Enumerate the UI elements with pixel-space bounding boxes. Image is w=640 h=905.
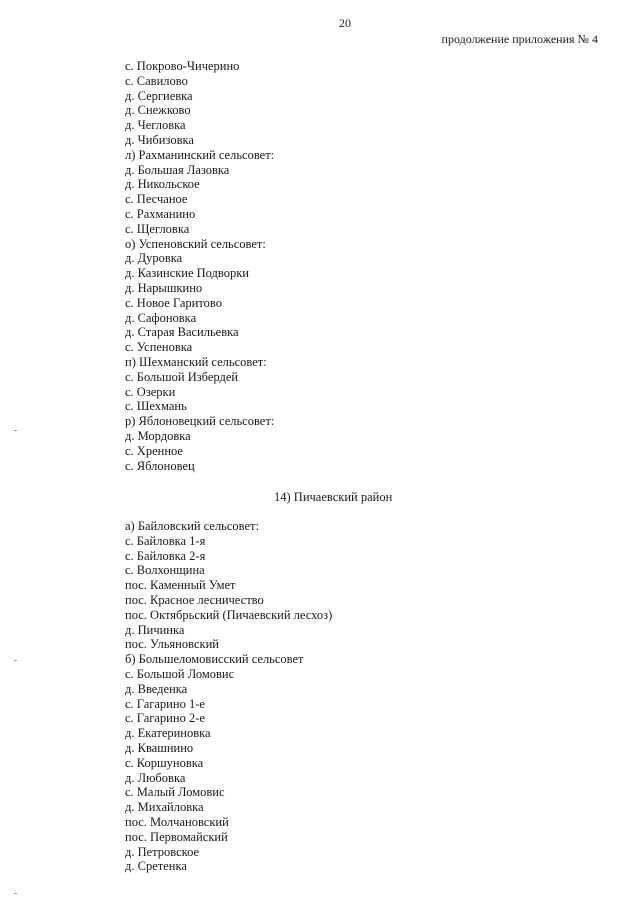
locality-item: пос. Ульяновский bbox=[125, 637, 219, 652]
locality-item: а) Байловский сельсовет: bbox=[125, 519, 259, 533]
locality-item: с. Волхонщина bbox=[125, 563, 205, 578]
locality-item: д. Старая Васильевка bbox=[125, 325, 239, 340]
locality-item: д. Никольское bbox=[125, 177, 200, 192]
margin-mark bbox=[14, 430, 17, 431]
page-number: 20 bbox=[339, 16, 351, 30]
locality-list-continued bbox=[125, 59, 274, 473]
locality-item: д. Квашнино bbox=[125, 740, 194, 755]
locality-item: с. Гагарино 1-е bbox=[125, 696, 205, 711]
locality-item: д. Петровское bbox=[125, 844, 200, 859]
locality-item: д. Пичинка bbox=[125, 622, 185, 637]
margin-mark bbox=[14, 893, 17, 894]
locality-item: д. Михайловка bbox=[125, 800, 204, 815]
locality-item: д. Чегловка bbox=[125, 118, 186, 133]
locality-item: с. Хренное bbox=[125, 443, 183, 458]
locality-item: с. Большой Ломовис bbox=[125, 666, 235, 681]
locality-item: о) Успеновский сельсовет: bbox=[125, 236, 266, 251]
margin-mark bbox=[14, 660, 17, 661]
locality-item: пос. Красное лесничество bbox=[125, 592, 264, 607]
locality-item: с. Успеновка bbox=[125, 340, 193, 355]
locality-item: д. Сретенка bbox=[125, 859, 187, 874]
locality-item: с. Новое Гаритово bbox=[125, 295, 222, 310]
locality-item: д. Чибизовка bbox=[125, 132, 194, 147]
locality-item: с. Щегловка bbox=[125, 221, 190, 236]
locality-item: д. Екатериновка bbox=[125, 726, 211, 741]
locality-item: с. Рахманино bbox=[125, 206, 196, 221]
locality-item: с. Байловка 2-я bbox=[125, 548, 206, 563]
locality-item: л) Рахманинский сельсовет: bbox=[125, 147, 275, 162]
locality-item: пос. Октябрьский (Пичаевский лесхоз) bbox=[125, 607, 333, 622]
locality-item: д. Сафоновка bbox=[125, 310, 197, 325]
locality-item: с. Байловка 1-я bbox=[125, 533, 206, 548]
locality-item: с. Озерки bbox=[125, 384, 176, 399]
locality-item: пос. Молчановский bbox=[125, 814, 229, 829]
locality-item: с. Малый Ломовис bbox=[125, 785, 225, 800]
locality-item: д. Мордовка bbox=[125, 428, 191, 443]
locality-item: с. Савилово bbox=[125, 73, 188, 88]
locality-item: пос. Первомайский bbox=[125, 829, 228, 844]
locality-item: с. Покрово-Чичерино bbox=[125, 59, 240, 73]
locality-item: д. Казинские Подворки bbox=[125, 266, 249, 281]
locality-item: с. Яблоновец bbox=[125, 458, 195, 473]
locality-item: д. Нарышкино bbox=[125, 280, 203, 295]
locality-item: с. Шехмань bbox=[125, 399, 187, 414]
locality-item: д. Дуровка bbox=[125, 251, 183, 266]
district-heading: 14) Пичаевский район bbox=[274, 490, 393, 504]
locality-item: р) Яблоновецкий сельсовет: bbox=[125, 414, 275, 429]
locality-item: с. Песчаное bbox=[125, 192, 188, 207]
locality-item: с. Большой Избердей bbox=[125, 369, 239, 384]
locality-item: пос. Каменный Умет bbox=[125, 578, 236, 593]
locality-item: д. Большая Лазовка bbox=[125, 162, 230, 177]
locality-item: б) Большеломовисский сельсовет bbox=[125, 652, 304, 667]
locality-item: с. Гагарино 2-е bbox=[125, 711, 205, 726]
locality-item: д. Введенка bbox=[125, 681, 188, 696]
locality-item: п) Шехманский сельсовет: bbox=[125, 354, 267, 369]
locality-item: с. Коршуновка bbox=[125, 755, 204, 770]
locality-item: д. Любовка bbox=[125, 770, 186, 785]
locality-list-pichaevsky bbox=[125, 519, 332, 874]
appendix-note: продолжение приложения № 4 bbox=[441, 32, 598, 46]
locality-item: д. Сергиевка bbox=[125, 88, 193, 103]
locality-item: д. Снежково bbox=[125, 103, 191, 118]
